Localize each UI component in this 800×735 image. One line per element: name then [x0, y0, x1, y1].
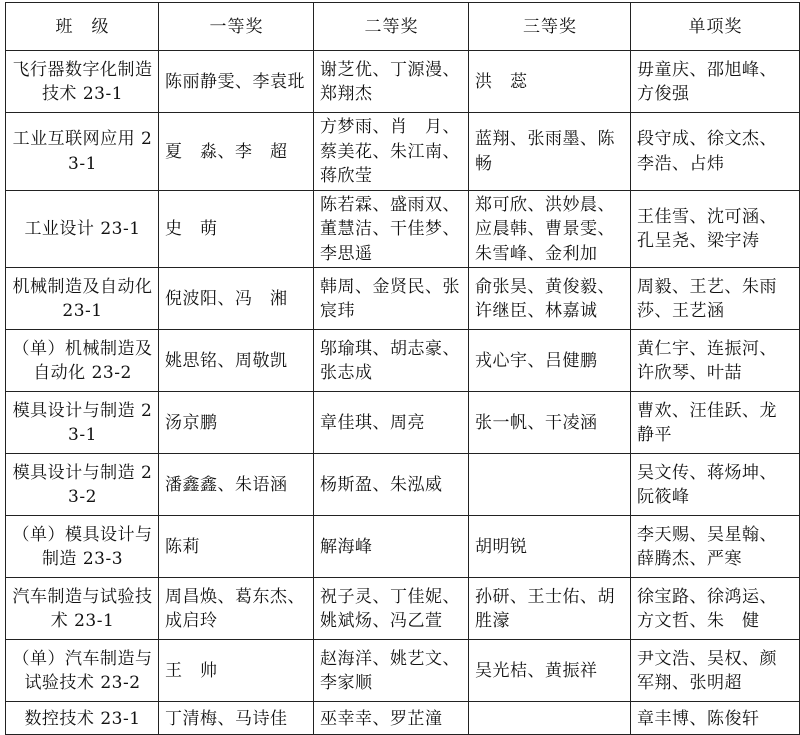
- class-name-cell: （单）汽车制造与试验技术 23-2: [6, 640, 159, 702]
- class-name-cell: 汽车制造与试验技术 23-1: [6, 578, 159, 640]
- third-prize-cell: 吴光桔、黄振祥: [469, 640, 631, 702]
- header-third-prize: 三等奖: [469, 3, 631, 51]
- class-name-cell: 飞行器数字化制造技术 23-1: [6, 51, 159, 113]
- single-award-cell: 黄仁宇、连振河、许欣琴、叶喆: [631, 330, 800, 392]
- table-row: [6, 330, 800, 392]
- third-prize-cell: 孙研、王士佑、胡胜濠: [469, 578, 631, 640]
- second-prize-cell: 韩周、金贤民、张宸玮: [314, 268, 469, 330]
- first-prize-cell: 王 帅: [159, 640, 314, 702]
- first-prize-cell: 史 萌: [159, 190, 314, 268]
- table-row: [6, 113, 800, 191]
- header-second-prize: 二等奖: [314, 3, 469, 51]
- class-name-cell: 模具设计与制造 23-1: [6, 392, 159, 454]
- class-name-cell: 机械制造及自动化 23-1: [6, 268, 159, 330]
- table-row: [6, 516, 800, 578]
- single-award-cell: 毋童庆、邵旭峰、方俊强: [631, 51, 800, 113]
- first-prize-cell: 夏 淼、李 超: [159, 113, 314, 191]
- table-body: [6, 51, 800, 735]
- table-row: [6, 640, 800, 702]
- second-prize-cell: 谢芝优、丁源漫、郑翔杰: [314, 51, 469, 113]
- single-award-cell: 李天赐、吴星翰、薛腾杰、严寒: [631, 516, 800, 578]
- third-prize-cell: 俞张昊、黄俊毅、许继臣、林嘉诚: [469, 268, 631, 330]
- third-prize-cell: 戎心宇、吕健鹏: [469, 330, 631, 392]
- third-prize-cell: 张一帆、干凌涵: [469, 392, 631, 454]
- single-award-cell: 尹文浩、吴权、颜军翔、张明超: [631, 640, 800, 702]
- first-prize-cell: 倪波阳、冯 湘: [159, 268, 314, 330]
- first-prize-cell: 潘鑫鑫、朱语涵: [159, 454, 314, 516]
- class-name-cell: 工业互联网应用 23-1: [6, 113, 159, 191]
- second-prize-cell: 巫幸幸、罗芷潼: [314, 702, 469, 735]
- single-award-cell: 章丰博、陈俊轩: [631, 702, 800, 735]
- class-name-cell: 工业设计 23-1: [6, 190, 159, 268]
- third-prize-cell: 胡明锐: [469, 516, 631, 578]
- first-prize-cell: 周昌焕、葛东杰、成启玲: [159, 578, 314, 640]
- single-award-cell: 徐宝路、徐鸿运、方文哲、朱 健: [631, 578, 800, 640]
- single-award-cell: 王佳雪、沈可涵、孔呈尧、梁宇涛: [631, 190, 800, 268]
- class-name-cell: （单）模具设计与制造 23-3: [6, 516, 159, 578]
- first-prize-cell: 陈丽静雯、李袁玭: [159, 51, 314, 113]
- single-award-cell: 周毅、王艺、朱雨莎、王艺涵: [631, 268, 800, 330]
- awards-table: [5, 2, 800, 735]
- second-prize-cell: 邬瑜琪、胡志豪、张志成: [314, 330, 469, 392]
- single-award-cell: 段守成、徐文杰、李浩、占炜: [631, 113, 800, 191]
- third-prize-cell: 洪 蕊: [469, 51, 631, 113]
- second-prize-cell: 方梦雨、肖 月、蔡美花、朱江南、蒋欣莹: [314, 113, 469, 191]
- first-prize-cell: 丁清梅、马诗佳: [159, 702, 314, 735]
- first-prize-cell: 陈莉: [159, 516, 314, 578]
- table-row: [6, 702, 800, 735]
- third-prize-cell: [469, 702, 631, 735]
- table-row: [6, 190, 800, 268]
- class-name-cell: （单）机械制造及自动化 23-2: [6, 330, 159, 392]
- second-prize-cell: 杨斯盈、朱泓威: [314, 454, 469, 516]
- first-prize-cell: 姚思铭、周敬凯: [159, 330, 314, 392]
- header-row: [6, 3, 800, 51]
- first-prize-cell: 汤京鹏: [159, 392, 314, 454]
- single-award-cell: 曹欢、汪佳跃、龙静平: [631, 392, 800, 454]
- header-first-prize: 一等奖: [159, 3, 314, 51]
- table-row: [6, 392, 800, 454]
- second-prize-cell: 章佳琪、周亮: [314, 392, 469, 454]
- second-prize-cell: 赵海洋、姚艺文、李家顺: [314, 640, 469, 702]
- single-award-cell: 吴文传、蒋炀坤、阮筱峰: [631, 454, 800, 516]
- header-single-award: 单项奖: [631, 3, 800, 51]
- class-name-cell: 模具设计与制造 23-2: [6, 454, 159, 516]
- class-name-cell: 数控技术 23-1: [6, 702, 159, 735]
- table-row: [6, 51, 800, 113]
- table-row: [6, 454, 800, 516]
- second-prize-cell: 祝子灵、丁佳妮、姚斌炀、冯乙萱: [314, 578, 469, 640]
- second-prize-cell: 陈若霖、盛雨双、董慧洁、干佳梦、李思遥: [314, 190, 469, 268]
- table-row: [6, 578, 800, 640]
- header-class: 班 级: [6, 3, 159, 51]
- third-prize-cell: [469, 454, 631, 516]
- third-prize-cell: 郑可欣、洪妙晨、应晨韩、曹景雯、朱雪峰、金利加: [469, 190, 631, 268]
- third-prize-cell: 蓝翔、张雨墨、陈畅: [469, 113, 631, 191]
- second-prize-cell: 解海峰: [314, 516, 469, 578]
- table-row: [6, 268, 800, 330]
